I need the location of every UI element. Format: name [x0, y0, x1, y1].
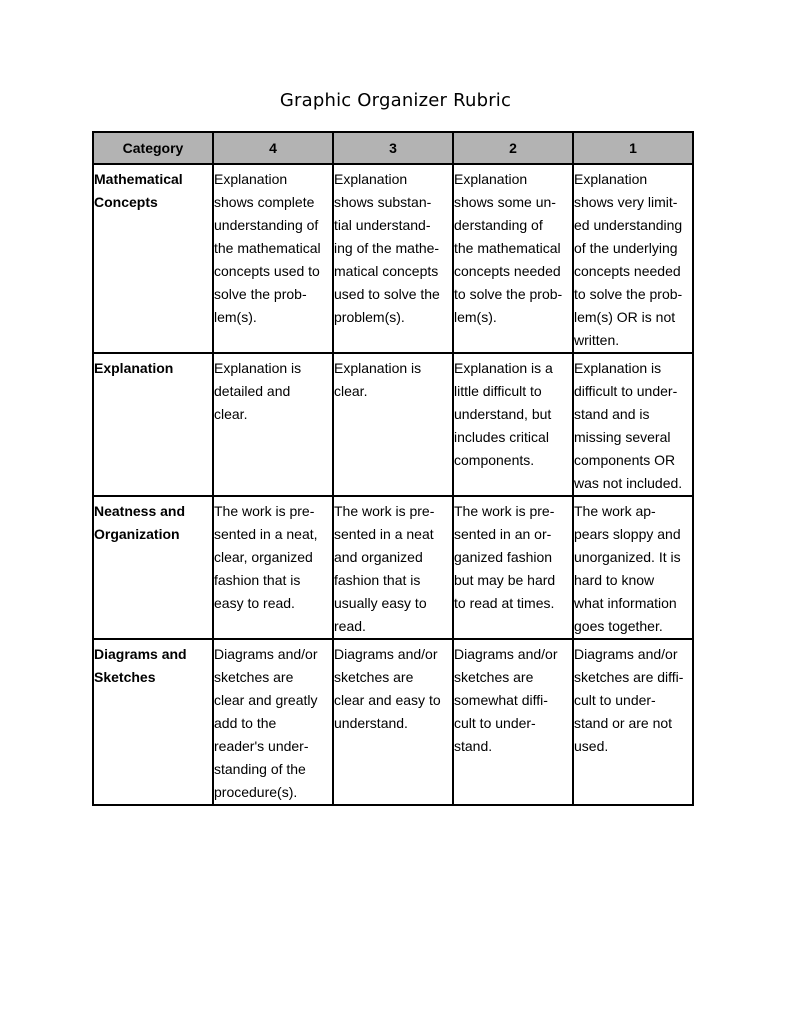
criteria-text: Explanation is detailed and clear.: [214, 360, 302, 422]
criteria-text: Diagrams and/or sketches are somewhat diffi- cult to under- stand.: [454, 646, 558, 754]
category-label: Explanation: [94, 360, 174, 376]
table-row: [93, 639, 693, 805]
criteria-cell: [333, 164, 453, 353]
table-row: [93, 496, 693, 639]
criteria-cell: [213, 639, 333, 805]
criteria-cell: [213, 164, 333, 353]
criteria-text: Explanation shows complete understanding of the mathematical concepts used to solve the prob- lem(s).: [214, 171, 321, 325]
criteria-text: Explanation shows some un- derstanding of the mathematical concepts needed to solve the prob- lem(s).: [454, 171, 563, 325]
criteria-text: Explanation is difficult to under- stand and is missing several components OR was not included.: [574, 360, 683, 491]
criteria-text: Explanation shows substan- tial understand- ing of the mathe- matical concepts used to solve the problem(s).: [334, 171, 440, 325]
criteria-cell: [333, 496, 453, 639]
criteria-cell: [573, 353, 693, 496]
criteria-cell: [333, 353, 453, 496]
criteria-text: Diagrams and/or sketches are diffi- cult to under- stand or are not used.: [574, 646, 684, 754]
criteria-cell: [453, 639, 573, 805]
header-score-1: 1: [573, 132, 693, 164]
category-label: Mathematical Concepts: [94, 171, 183, 210]
criteria-cell: [573, 496, 693, 639]
header-score-2: 2: [453, 132, 573, 164]
table-row: [93, 164, 693, 353]
category-cell: [93, 164, 213, 353]
header-score-3: 3: [333, 132, 453, 164]
category-cell: [93, 353, 213, 496]
criteria-text: Explanation shows very limit- ed understanding of the underlying concepts needed to solve the prob- lem(s) OR is not written.: [574, 171, 683, 348]
criteria-cell: [573, 639, 693, 805]
table-row: [93, 353, 693, 496]
criteria-cell: [453, 496, 573, 639]
criteria-cell: [573, 164, 693, 353]
criteria-cell: [213, 353, 333, 496]
category-cell: [93, 639, 213, 805]
header-category: Category: [93, 132, 213, 164]
criteria-cell: [453, 353, 573, 496]
category-cell: [93, 496, 213, 639]
criteria-cell: [333, 639, 453, 805]
header-row: [93, 132, 693, 164]
criteria-text: The work is pre- sented in a neat, clear, organized fashion that is easy to read.: [214, 503, 318, 611]
criteria-cell: [213, 496, 333, 639]
page-title: Graphic Organizer Rubric: [279, 90, 512, 111]
criteria-text: The work ap- pears sloppy and unorganized. It is hard to know what information goes together.: [574, 503, 681, 634]
criteria-text: Explanation is a little difficult to understand, but includes critical components.: [454, 360, 553, 468]
criteria-text: The work is pre- sented in a neat and organized fashion that is usually easy to read.: [334, 503, 435, 634]
category-label: Diagrams and Sketches: [94, 646, 187, 685]
criteria-text: The work is pre- sented in an or- ganized fashion but may be hard to read at times.: [454, 503, 556, 611]
criteria-text: Diagrams and/or sketches are clear and easy to understand.: [334, 646, 441, 731]
header-score-4: 4: [213, 132, 333, 164]
criteria-cell: [453, 164, 573, 353]
criteria-text: Diagrams and/or sketches are clear and greatly add to the reader's under- standing of the procedure(s).: [214, 646, 318, 800]
criteria-text: Explanation is clear.: [334, 360, 422, 399]
category-label: Neatness and Organization: [94, 503, 186, 542]
rubric-table: [92, 131, 694, 806]
